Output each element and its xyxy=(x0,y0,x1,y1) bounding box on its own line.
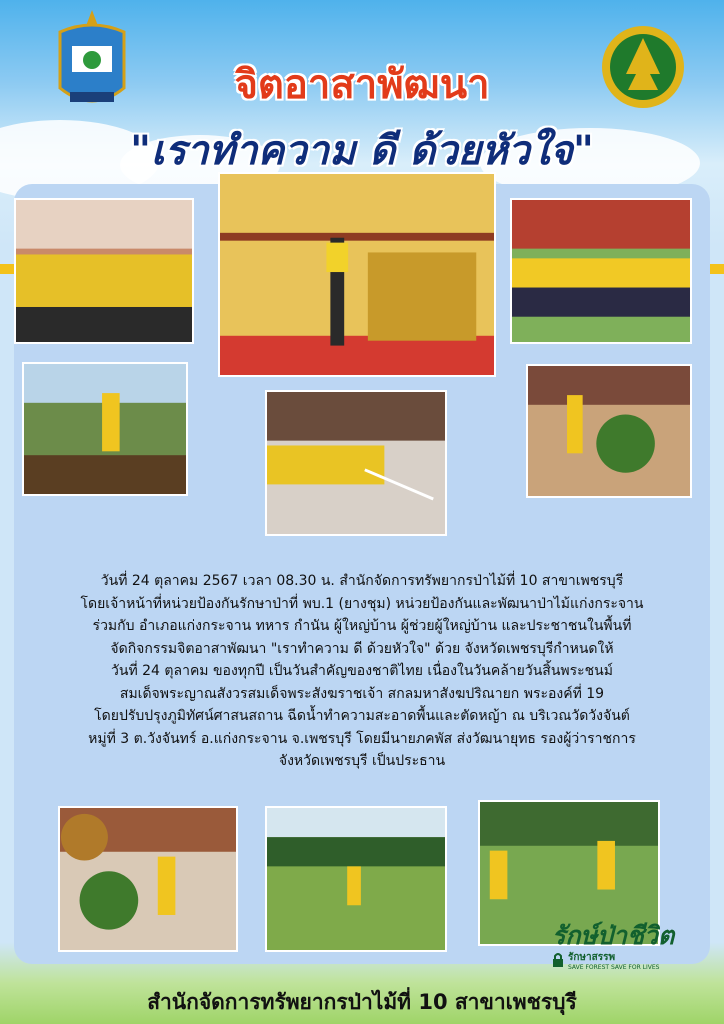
photo-team-with-tools xyxy=(510,198,692,344)
brand-sub-text: รักษาสรรพ xyxy=(568,952,616,963)
page-title: จิตอาสาพัฒนา xyxy=(234,62,490,108)
description-line: จัดกิจกรรมจิตอาสาพัฒนา "เราทำความ ดี ด้วยหัวใจ" ด้วย จังหวัดเพชรบุรีกำหนดให้ xyxy=(110,640,614,657)
photo-salute-shrine xyxy=(218,172,496,377)
photo-officers-lineup xyxy=(14,198,194,344)
activity-description xyxy=(30,570,694,773)
description-line: จังหวัดเพชรบุรี เป็นประธาน xyxy=(278,753,446,769)
brand-tagline: SAVE FOREST SAVE FOR LIVES xyxy=(568,964,660,971)
brand-main-text: รักษ์ป่าชีวิต xyxy=(552,921,675,950)
description-line: ร่วมกับ อำเภอแก่งกระจาน ทหาร กำนัน ผู้ใหญ่บ้าน ผู้ช่วยผู้ใหญ่บ้าน และประชาชนในพื้นที่ xyxy=(92,618,632,634)
photo-washing-floor xyxy=(265,390,447,536)
footer-organization: สำนักจัดการทรัพยากรป่าไม้ที่ 10 สาขาเพชรบุรี xyxy=(147,990,577,1014)
description-line: โดยปรับปรุงภูมิทัศน์ศาสนสถาน ฉีดน้ำทำความสะอาดพื้นและตัดหญ้า ณ บริเวณวัดวังจันต์ xyxy=(94,708,630,724)
photo-trimming-shrub xyxy=(526,364,692,498)
photo-sweeping-leaves xyxy=(22,362,188,496)
forest-campaign-logo xyxy=(552,916,702,976)
description-line: สมเด็จพระญาณสังวรสมเด็จพระสังฆราชเจ้า สกลมหาสังฆปริณายก พระองค์ที่ 19 xyxy=(119,685,605,702)
photo-temple-garden xyxy=(58,806,238,952)
lock-icon xyxy=(552,952,564,968)
page-subtitle: "เราทำความ ดี ด้วยหัวใจ" xyxy=(130,128,594,174)
photo-grass-cutting xyxy=(265,806,447,952)
description-line: วันที่ 24 ตุลาคม 2567 เวลา 08.30 น. สำนักจัดการทรัพยากรป่าไม้ที่ 10 สาขาเพชรบุรี xyxy=(100,573,624,589)
description-line: วันที่ 24 ตุลาคม ของทุกปี เป็นวันสำคัญของชาติไทย เนื่องในวันคล้ายวันสิ้นพระชนม์ xyxy=(111,663,613,679)
description-line: โดยเจ้าหน้าที่หน่วยป้องกันรักษาป่าที่ พบ.1 (ยางชุม) หน่วยป้องกันและพัฒนาป่าไม้แก่งกระจาน xyxy=(80,595,644,612)
description-line: หมู่ที่ 3 ต.วังจันทร์ อ.แก่งกระจาน จ.เพชรบุรี โดยมีนายภคพัส ส่งวัฒนายุทธ รองผู้ว่าราชการ xyxy=(88,730,636,747)
